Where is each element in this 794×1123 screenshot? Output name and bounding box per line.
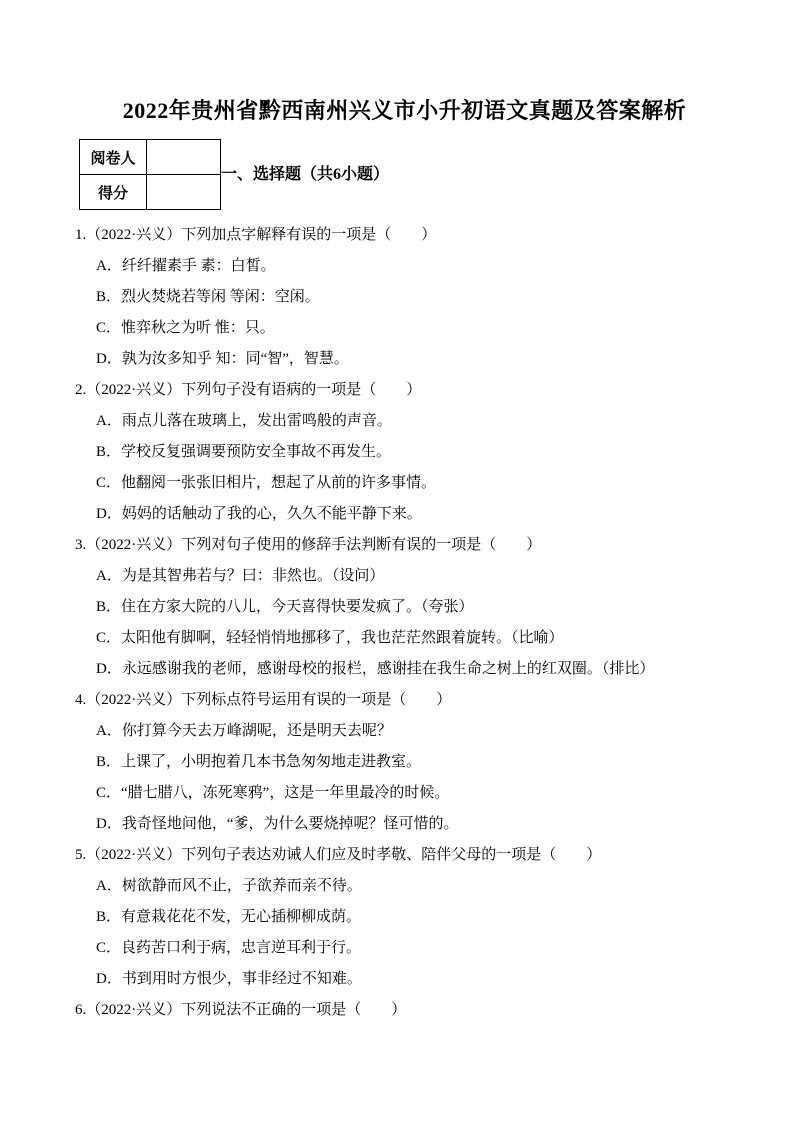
- question-3-stem: 3.（2022·兴义）下列对句子使用的修辞手法判断有误的一项是（ ）: [75, 537, 542, 553]
- section-heading: 一、选择题（共6小题）: [221, 165, 390, 183]
- question-1-option-d: D．孰为汝多知乎 知：同“智”，智慧。: [96, 351, 349, 367]
- question-1: [75, 220, 734, 375]
- question-2-option-c: C．他翻阅一张张旧相片，想起了从前的许多事情。: [96, 475, 437, 491]
- question-3-option-c: C．太阳他有脚啊，轻轻悄悄地挪移了，我也茫茫然跟着旋转。（比喻）: [96, 630, 564, 646]
- question-5-option-b: B．有意栽花花不发，无心插柳柳成荫。: [96, 909, 362, 925]
- question-list: [75, 220, 734, 1026]
- question-5-option-c: C．良药苦口利于病，忠言逆耳利于行。: [96, 940, 362, 956]
- question-3: [75, 530, 734, 685]
- question-4-option-c: C．“腊七腊八，冻死寒鸦”，这是一年里最冷的时候。: [96, 785, 450, 801]
- question-1-option-c: C．惟弈秋之为听 惟：只。: [96, 320, 275, 336]
- grader-label: 阅卷人: [80, 140, 147, 175]
- question-2-stem: 2.（2022·兴义）下列句子没有语病的一项是（ ）: [75, 382, 422, 398]
- question-2: [75, 375, 734, 530]
- header-row: [75, 139, 734, 210]
- question-3-option-b: B．住在方家大院的八儿，今天喜得快要发疯了。（夸张）: [96, 599, 474, 615]
- question-3-option-a: A．为是其智弗若与？曰：非然也。（设问）: [96, 568, 385, 584]
- question-4: [75, 685, 734, 840]
- question-6-stem: 6.（2022·兴义）下列说法不正确的一项是（ ）: [75, 1002, 407, 1018]
- question-2-option-a: A．雨点儿落在玻璃上，发出雷鸣般的声音。: [96, 413, 392, 429]
- question-5-option-a: A．树欲静而风不止，子欲养而亲不待。: [96, 878, 362, 894]
- score-table: [79, 139, 221, 210]
- score-value-cell: [147, 175, 221, 210]
- question-4-stem: 4.（2022·兴义）下列标点符号运用有误的一项是（ ）: [75, 692, 452, 708]
- question-5-option-d: D．书到用时方恨少，事非经过不知难。: [96, 971, 362, 987]
- question-3-option-d: D．永远感谢我的老师，感谢母校的报栏，感谢挂在我生命之树上的红双圈。（排比）: [96, 661, 655, 677]
- score-table-row-score: [80, 175, 221, 210]
- question-2-option-d: D．妈妈的话触动了我的心，久久不能平静下来。: [96, 506, 422, 522]
- grader-value-cell: [147, 140, 221, 175]
- question-2-option-b: B．学校反复强调要预防安全事故不再发生。: [96, 444, 392, 460]
- question-4-option-d: D．我奇怪地问他，“爹，为什么要烧掉呢？怪可惜的。: [96, 816, 459, 832]
- score-label: 得分: [80, 175, 147, 210]
- question-1-stem: 1.（2022·兴义）下列加点字解释有误的一项是（ ）: [75, 227, 437, 243]
- page-title: 2022年贵州省黔西南州兴义市小升初语文真题及答案解析: [122, 98, 687, 123]
- question-1-option-b: B．烈火焚烧若等闲 等闲：空闲。: [96, 289, 320, 305]
- question-6: [75, 995, 734, 1026]
- question-5: [75, 840, 734, 995]
- score-table-row-grader: [80, 140, 221, 175]
- question-1-option-a: A．纤纤擢素手 素：白皙。: [96, 258, 276, 274]
- question-4-option-b: B．上课了，小明抱着几本书急匆匆地走进教室。: [96, 754, 422, 770]
- question-5-stem: 5.（2022·兴义）下列句子表达劝诫人们应及时孝敬、陪伴父母的一项是（ ）: [75, 847, 602, 863]
- question-4-option-a: A．你打算今天去万峰湖呢，还是明天去呢？: [96, 723, 392, 739]
